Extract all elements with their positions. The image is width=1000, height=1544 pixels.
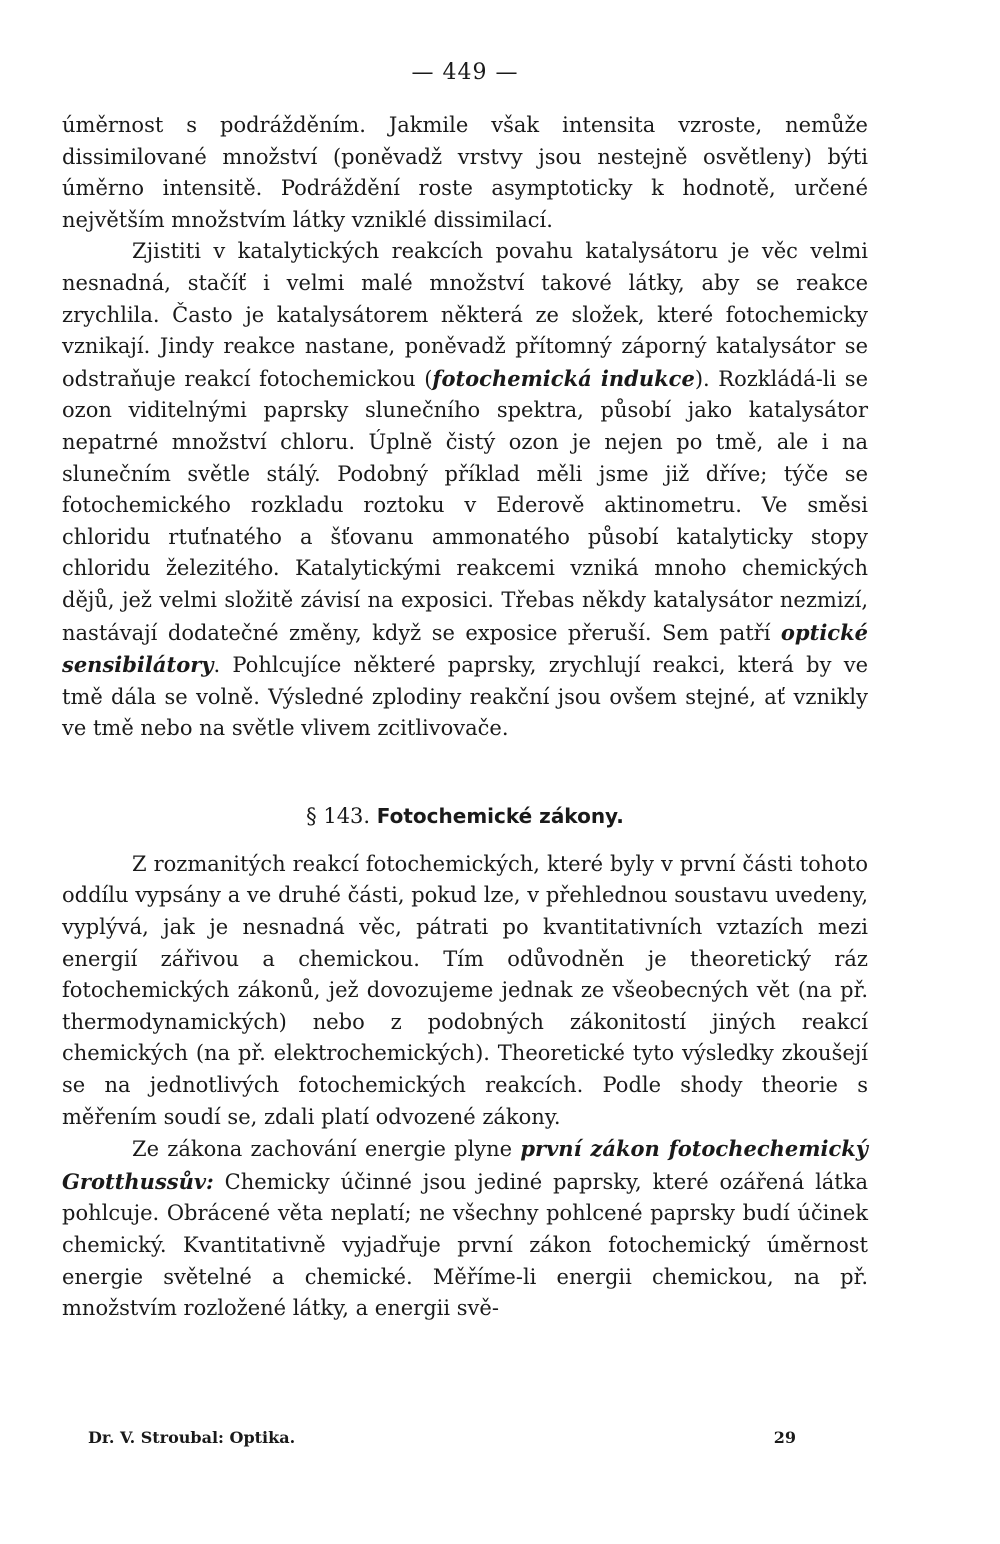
section-title: Fotochemické zákony. [376,803,624,828]
footer-sheet-number: 29 [773,1428,796,1447]
section-heading [62,801,868,831]
paragraph-continuation: úměrnost s podrážděním. Jakmile však intensita vzroste, nemůže dissimilované množství (poněvadž vrstvy jsou nestejně osvětleny) býti úměrno intensitě. Podráždění roste asymptoticky k hodnotě, určené největším množstvím látky vzniklé dissimilací. [62,113,868,232]
emphasis-term: první zákon fotochechemický Grotthussův: [62,1136,868,1194]
document-page [62,58,868,1325]
emphasis-term: optické sensibilátory [62,619,868,678]
text-run: Ze zákona zachování energie plyne [132,1137,521,1162]
page-number: — 449 — [411,60,519,85]
emphasis-term: fotochemická indukce [432,365,695,391]
paragraph-intro: Z rozmanitých reakcí fotochemických, které byly v první části tohoto oddílu vypsány a ve druhé části, pokud lze, v přehlednou soustavu uvedeny, vyplývá, jak je nesnadná věc, pátrati po kvantitativních vztazích mezi energií zářivou a chemickou. Tím odůvodněn je theoretický ráz fotochemických zákonů, jež dovozujeme jednak ze všeobecných vět (na př. thermodynamických) nebo z podobných zákonitostí jiných reakcí chemických (na př. elektrochemických). Theoretické tyto výsledky zkoušejí se na jednotlivých fotochemických reakcích. Podle shody theorie s měřením soudí se, zdali platí odvozené zákony. [62,851,868,1129]
paragraph-catalysis [62,236,868,745]
text-run: Chemicky účinné jsou jediné paprsky, které ozářená látka pohlcuje. Obrácené věta neplatí; ne všechny pohlcené paprsky budí účinek chemický. Kvantitativně vyjadřuje první zákon fotochemický úměrnost energie světelné a chemické. Měříme-li energii chemickou, na př. množstvím rozložené látky, a energii svě- [62,1169,868,1321]
section-symbol: § [306,803,317,828]
text-run: ). Rozkládá-li se ozon viditelnými paprsky slunečního spektra, působí jako katalysátor nepatrné množství chloru. Úplně čistý ozon je nejen po tmě, ale i na slunečním světle stálý. Podobný příklad měli jsme již dříve; týče se fotochemického rozkladu roztoku v Ederově aktinometru. Ve směsi chloridu rtuťnatého a šťovanu ammonatého působí katalyticky stopy chloridu železitého. Katalytickými reakcemi vzniká mnoho chemických dějů, jež velmi složitě závisí na exposici. Třebas někdy katalysátor nezmizí, nastávají dodatečné změny, když se exposice přeruší. Sem patří [62,366,868,645]
text-run: . Pohlcujíce některé paprsky, zrychlují reakci, která by ve tmě dála se volně. Výsledné zplodiny reakční jsou ovšem stejné, ať vznikly ve tmě nebo na světle vlivem zcitlivovače. [62,653,868,741]
footer-author: Dr. V. Stroubal: Optika. [88,1428,296,1447]
text-run: Zjistiti v katalytických reakcích povahu katalysátoru je věc velmi nesnadná, stačíť i velmi malé množství takové látky, aby se reakce zrychlila. Často je katalysátorem některá ze složek, které fotochemicky vznikají. Jindy reakce nastane, poněvadž přítomný záporný katalysátor se odstraňuje reakcí fotochemickou ( [62,239,868,391]
section-number: 143. [323,803,371,828]
page-footer [88,1426,796,1450]
paragraph-first-law [62,1133,868,1325]
